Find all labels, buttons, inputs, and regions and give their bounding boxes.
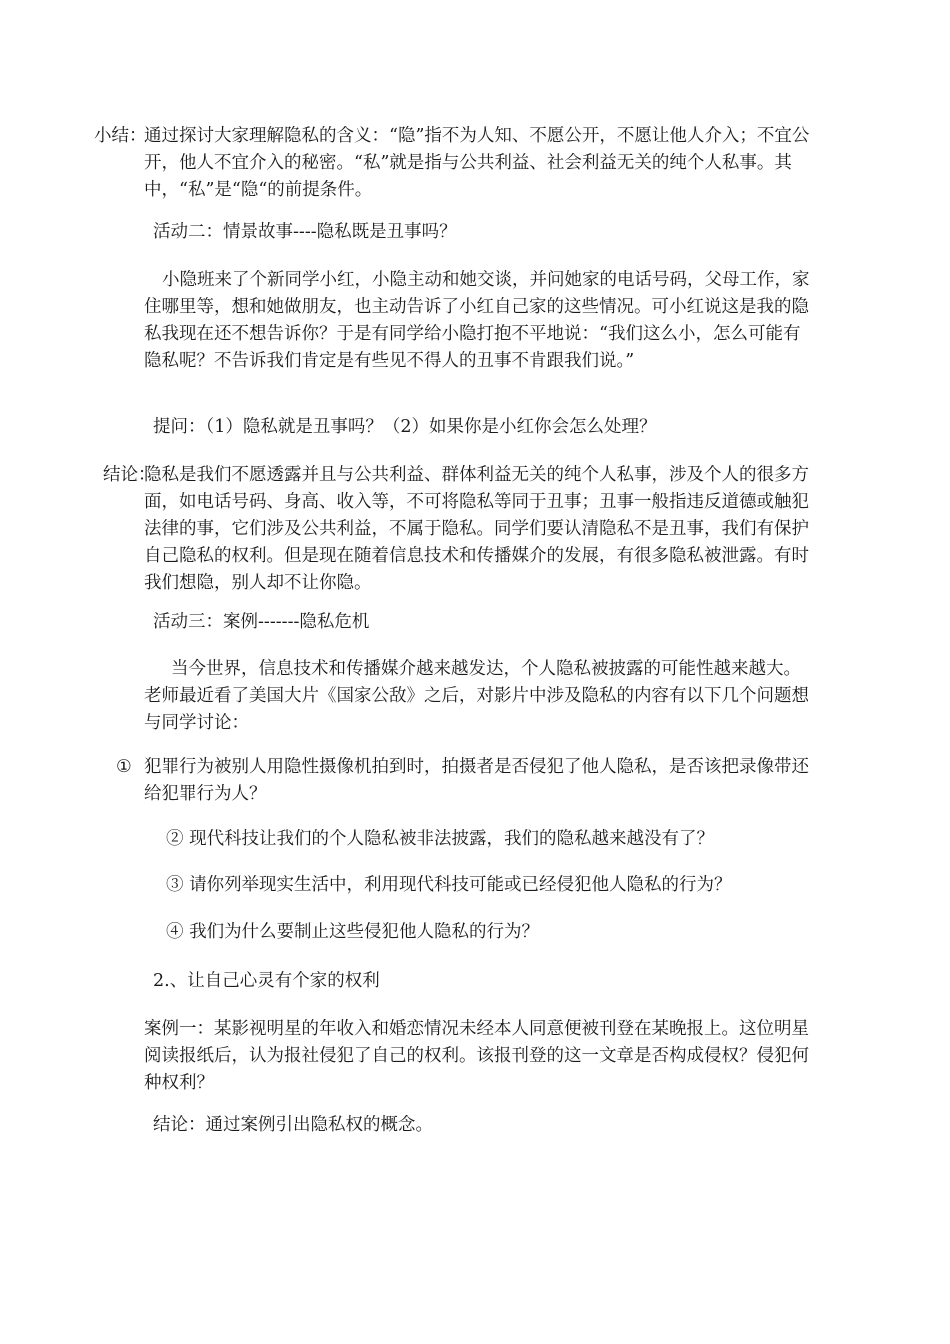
question3-text: ③ 请你列举现实生活中，利用现代科技可能或已经侵犯他人隐私的行为？ [166, 875, 732, 895]
conclusion-label: 结论： [103, 465, 156, 485]
activity3-intro: 当今世界，信息技术和传播媒介越来越发达，个人隐私被披露的可能性越来越大。老师最近看了美国大片《国家公敌》之后，对影片中涉及隐私的内容有以下几个问题想与同学讨论： [144, 659, 809, 733]
question1-text: 犯罪行为被别人用隐性摄像机拍到时，拍摄者是否侵犯了他人隐私，是否该把录像带还给犯罪行为人？ [144, 757, 809, 804]
activity2-heading: 活动二：情景故事----隐私既是丑事吗？ [153, 222, 457, 242]
question1-number: ① [116, 757, 132, 777]
case1-paragraph: 案例一：某影视明星的年收入和婚恋情况未经本人同意便被刊登在某晚报上。这位明星阅读报纸后，认为报社侵犯了自己的权利。该报刊登的这一文章是否构成侵权？侵犯何种权利？ [144, 1019, 809, 1093]
question4-text: ④ 我们为什么要制止这些侵犯他人隐私的行为？ [166, 922, 540, 942]
question2-text: ② 现代科技让我们的个人隐私被非法披露，我们的隐私越来越没有了？ [166, 829, 715, 849]
section2-conclusion: 结论：通过案例引出隐私权的概念。 [153, 1115, 433, 1135]
summary-text: 通过探讨大家理解隐私的含义：“隐”指不为人知、不愿公开，不愿让他人介入；不宜公开，他人不宜介入的秘密。“私”就是指与公共利益、社会利益无关的纯个人私事。其中，“私”是“隐“的前提条件。 [144, 126, 810, 200]
conclusion-paragraph [103, 462, 812, 597]
activity3-heading: 活动三：案例-------隐私危机 [153, 612, 370, 632]
conclusion-text: 隐私是我们不愿透露并且与公共利益、群体利益无关的纯个人私事，涉及个人的很多方面，如电话号码、身高、收入等，不可将隐私等同于丑事；丑事一般指违反道德或触犯法律的事，它们涉及公共利益，不属于隐私。同学们要认清隐私不是丑事，我们有保护自己隐私的权利。但是现在随着信息技术和传播媒介的发展，有很多隐私被泄露。有时我们想隐，别人却不让你隐。 [144, 465, 809, 593]
section2-heading: 2.、让自己心灵有个家的权利 [153, 971, 380, 991]
summary-label: 小结： [94, 126, 147, 146]
activity2-story: 小隐班来了个新同学小红，小隐主动和她交谈，并问她家的电话号码，父母工作，家住哪里等，想和她做朋友，也主动告诉了小红自己家的这些情况。可小红说这是我的隐私我现在还不想告诉你？于是有同学给小隐打抱不平地说：“我们这么小，怎么可能有隐私呢？不告诉我们肯定是有些见不得人的丑事不肯跟我们说。” [144, 270, 810, 371]
activity2-question: 提问：（1）隐私就是丑事吗？（2）如果你是小红你会怎么处理？ [153, 417, 657, 437]
summary-paragraph [94, 123, 812, 204]
